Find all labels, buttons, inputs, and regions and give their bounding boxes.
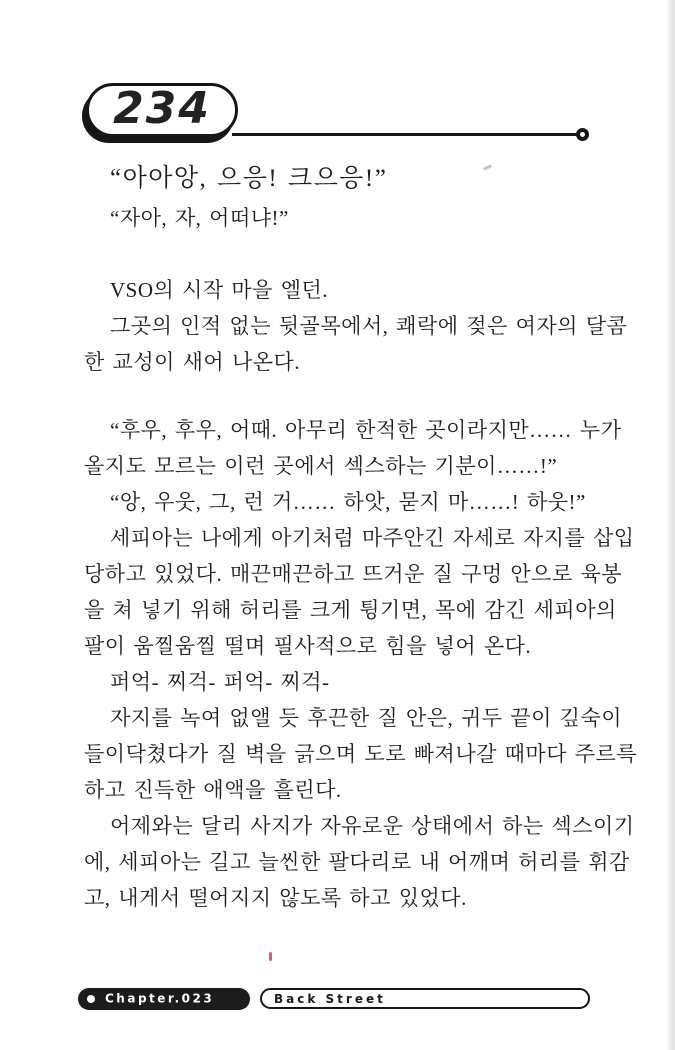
chapter-label: Chapter.023 — [105, 991, 215, 1006]
text-line: “앙, 우웃, 그, 런 거…… 하앗, 묻지 마……! 하웃!” — [110, 490, 586, 514]
text-line: “아아앙, 으응! 크으응!” — [110, 165, 388, 192]
text-line: 하고 진득한 애액을 흘린다. — [84, 778, 342, 802]
text-lines — [84, 158, 638, 916]
page-number-badge — [86, 83, 238, 137]
text-line: 퍼억- 찌걱- 퍼억- 찌걱- — [110, 670, 330, 694]
chapter-badge — [78, 988, 250, 1010]
header-rule-line — [232, 133, 578, 136]
text-line: 그곳의 인적 없는 뒷골목에서, 쾌락에 젖은 여자의 달콤 — [110, 314, 628, 338]
page-number: 234 — [113, 82, 211, 134]
text-line: 세피아는 나에게 아기처럼 마주안긴 자세로 자지를 삽입 — [110, 526, 635, 550]
text-line: 에, 세피아는 길고 늘씬한 팔다리로 내 어깨며 허리를 휘감 — [84, 850, 630, 874]
paragraph-spacer — [84, 380, 606, 412]
section-label: Back Street — [274, 991, 386, 1006]
text-line: 한 교성이 새어 나온다. — [84, 350, 301, 374]
text-line: 자지를 녹여 없앨 듯 후끈한 질 안은, 귀두 끝이 깊숙이 — [110, 706, 623, 730]
text-line: 들이닥쳤다가 질 벽을 긁으며 도로 빠져나갈 때마다 주르륵 — [84, 742, 638, 766]
paragraph-spacer — [84, 236, 606, 272]
text-line: 을 쳐 넣기 위해 허리를 크게 튕기면, 목에 감긴 세피아의 — [84, 598, 617, 622]
text-line: 어제와는 달리 사지가 자유로운 상태에서 하는 섹스이기 — [110, 814, 635, 838]
text-line: 당하고 있었다. 매끈매끈하고 뜨거운 질 구멍 안으로 육봉 — [84, 562, 623, 586]
text-line: “후우, 후우, 어때. 아무리 한적한 곳이라지만…… 누가 — [110, 418, 622, 442]
text-line: 고, 내게서 떨어지지 않도록 하고 있었다. — [84, 886, 467, 910]
text-line: “자아, 자, 어떠냐!” — [110, 206, 289, 230]
text-line: VSO의 시작 마을 엘던. — [110, 278, 329, 302]
text-line: 올지도 모르는 이런 곳에서 섹스하는 기분이……!” — [84, 454, 558, 478]
scan-edge-shadow — [666, 0, 675, 1050]
scan-artifact-red — [269, 952, 272, 961]
section-badge — [260, 988, 590, 1009]
bullet-dot-icon — [87, 995, 95, 1003]
text-line: 팔이 움찔움찔 떨며 필사적으로 힘을 넣어 온다. — [84, 634, 532, 658]
